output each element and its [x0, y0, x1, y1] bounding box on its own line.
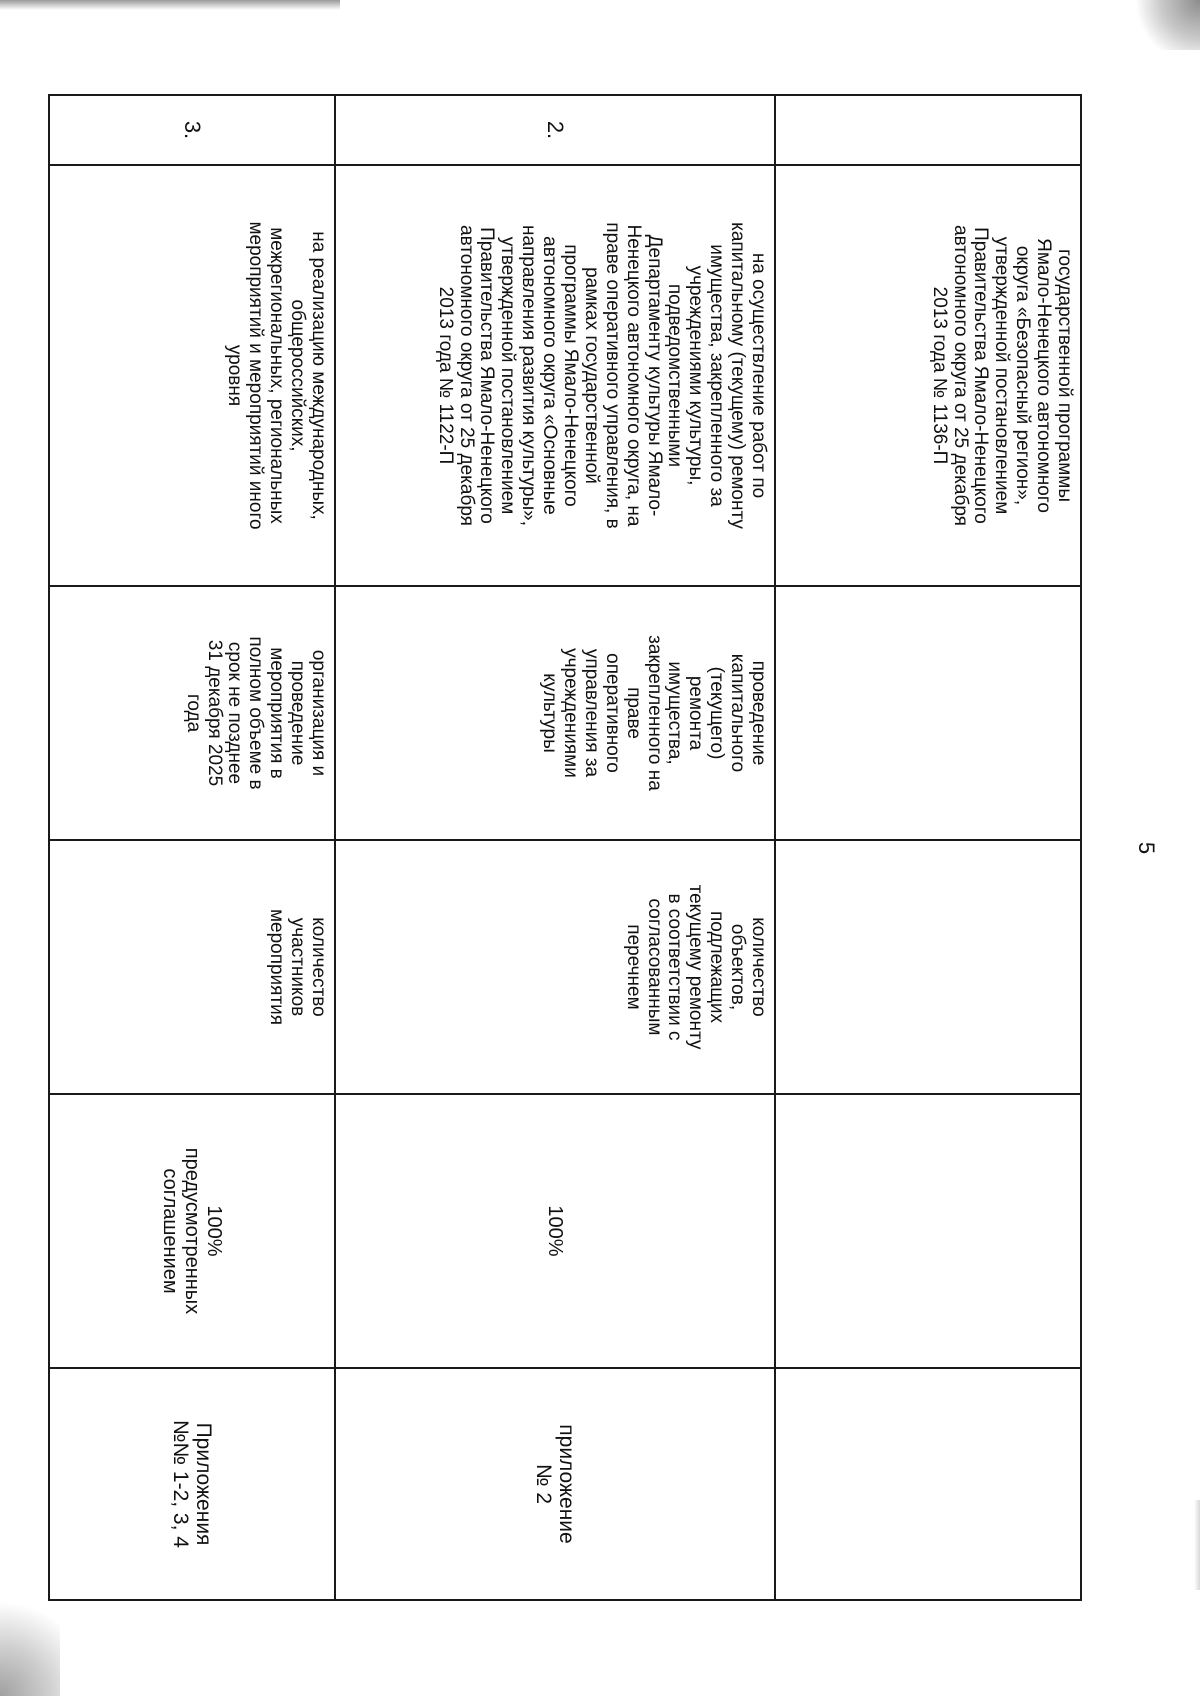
row-number: 2.: [543, 120, 569, 140]
indicator-cell: [775, 840, 1081, 1094]
appendix-cell: [775, 1368, 1081, 1600]
appendix-text: приложение № 2: [532, 1424, 579, 1544]
page-number: 5: [1134, 841, 1159, 855]
table-row: [49, 95, 335, 1600]
row-number-cell: [775, 95, 1081, 165]
result-text: организация и проведение мероприятия в полном объеме в срок не позднее 31 декабря 2025 года: [182, 636, 329, 790]
scan-shadow-top: [0, 0, 340, 10]
result-cell: [335, 586, 775, 840]
appendix-cell: [335, 1368, 775, 1600]
value-text: 100%: [544, 1205, 566, 1257]
value-text: 100% предусмотренных соглашением: [159, 1147, 225, 1315]
value-cell: [335, 1094, 775, 1368]
scan-shadow-edge: [1194, 1500, 1200, 1590]
purpose-cell: [775, 165, 1081, 586]
row-number-cell: [49, 95, 335, 165]
appendix-cell: [49, 1368, 335, 1600]
purpose-text: на осуществление работ по капитальному (текущему) ремонту имущества, закрепленного за учреждениями культуры, подведомственными Департаменту культуры Ямало- Ненецкого автономного округа, на праве оперативного управления, в рамках государственной программы Ямало-Ненецкого автономного округа «Основные направления развития культуры», утвержденной постановлением Правительства Ямало-Ненецкого автономного округа от 25 декабря 2013 года № 1122-П: [434, 222, 769, 529]
rotated-document-page: [27, 30, 1173, 1666]
value-cell: [775, 1094, 1081, 1368]
row-number-cell: [335, 95, 775, 165]
indicator-text: количество объектов, подлежащих текущему ремонту в соответствии с согласованным перечнем: [622, 884, 769, 1050]
row-number: 3.: [180, 120, 206, 140]
table-row: [775, 95, 1081, 1600]
purpose-text: государственной программы Ямало-Ненецкого автономного округа «Безопасный регион», утвержденной постановлением Правительства Ямало-Ненецкого автономного округа от 25 декабря 2013 года № 1136-П: [928, 225, 1075, 526]
result-text: проведение капитального (текущего) ремонта имущества, закрепленного на праве оперативного управления за учреждениями культуры: [539, 635, 769, 791]
subsidy-table: [48, 94, 1082, 1601]
value-cell: [49, 1094, 335, 1368]
purpose-cell: [49, 165, 335, 586]
appendix-text: Приложения №№ 1-2, 3, 4: [169, 1420, 216, 1548]
indicator-cell: [335, 840, 775, 1094]
result-cell: [775, 586, 1081, 840]
indicator-text: количество участников мероприятия: [266, 908, 329, 1026]
purpose-cell: [335, 165, 775, 586]
indicator-cell: [49, 840, 335, 1094]
result-cell: [49, 586, 335, 840]
table-row: [335, 95, 775, 1600]
purpose-text: на реализацию международных, общероссийских, межрегиональных, региональных мероприятий и мероприятий иного уровня: [224, 221, 329, 530]
